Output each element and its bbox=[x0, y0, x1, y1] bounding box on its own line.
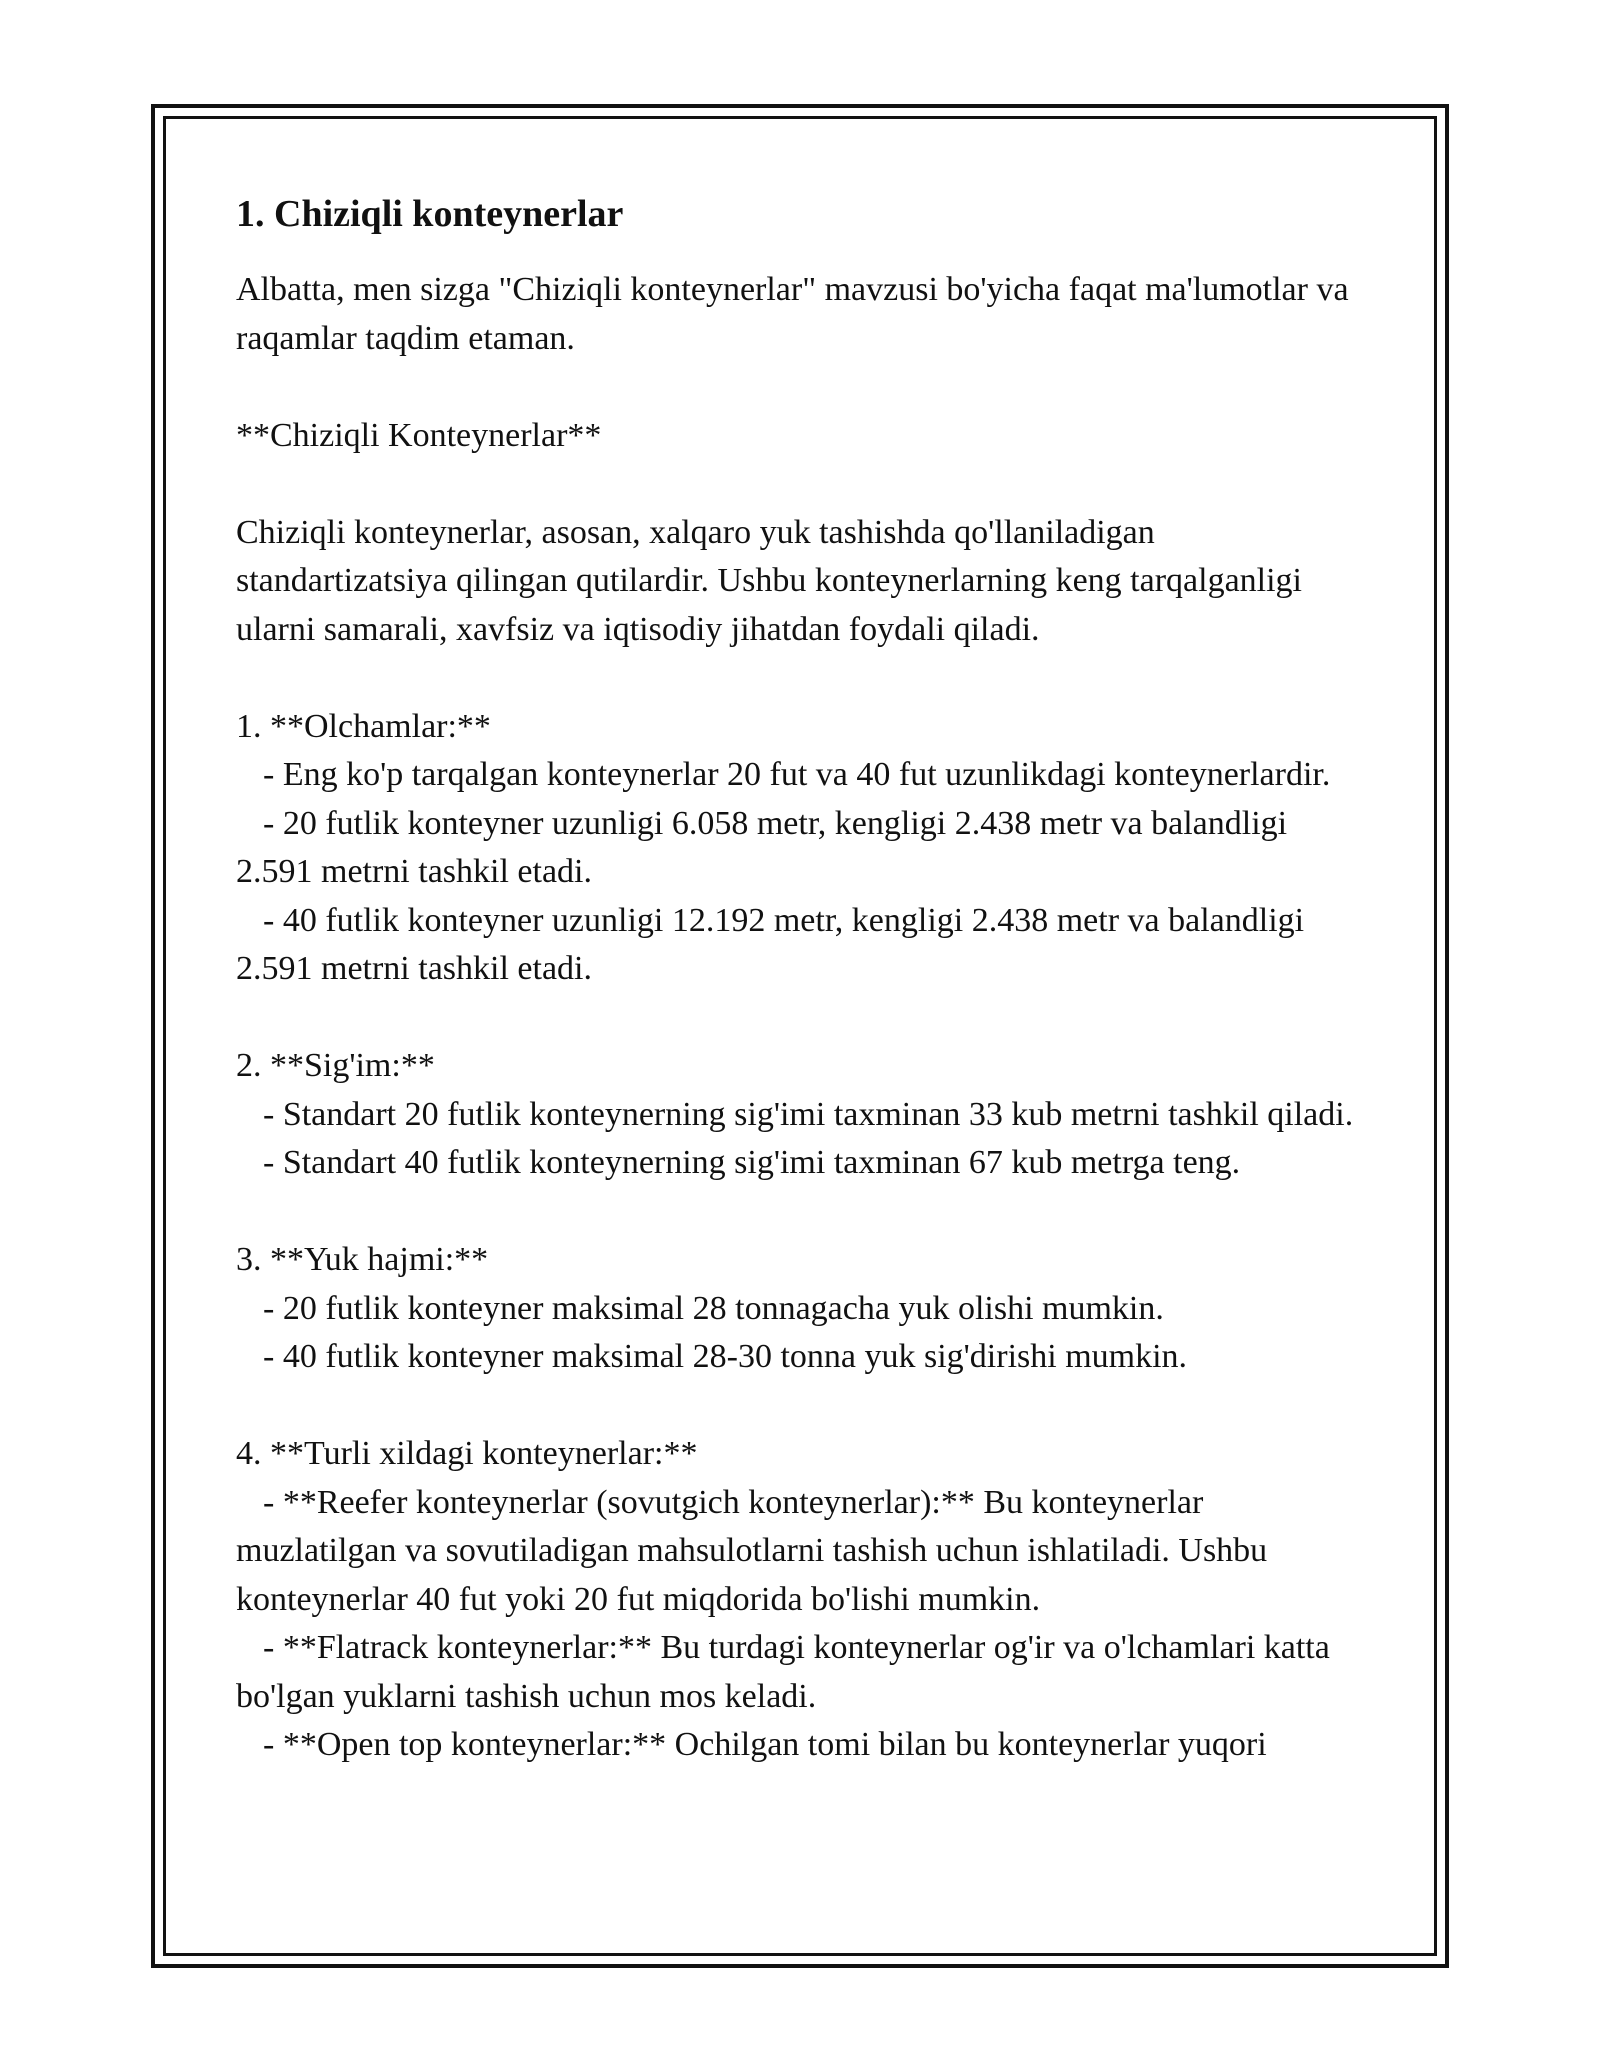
list-item: - Standart 20 futlik konteynerning sig'imi taxminan 33 kub metrni tashkil qiladi. bbox=[263, 1095, 1354, 1133]
list-item: - 20 futlik konteyner uzunligi 6.058 metr, kengligi 2.438 metr va balandligi 2.591 metrni tashkil etadi. bbox=[236, 804, 1288, 890]
description-paragraph: Chiziqli konteynerlar, asosan, xalqaro yuk tashishda qo'llaniladigan standartizatsiya qilingan qutilardir. Ushbu konteynerlarning keng tarqalganligi ularni samarali, xavfsiz va iqtisodiy jihatdan foydali qiladi. bbox=[236, 513, 1303, 648]
list-item: - Eng ko'p tarqalgan konteynerlar 20 fut va 40 fut uzunlikdagi konteynerlardir. bbox=[263, 756, 1331, 793]
text-block bbox=[236, 266, 1366, 1770]
list-item: - **Open top konteynerlar:** Ochilgan tomi bilan bu konteynerlar yuqori bbox=[263, 1726, 1267, 1763]
list-item: - **Flatrack konteynerlar:** Bu turdagi konteynerlar og'ir va o'lchamlari katta bo'lgan yuklarni tashish uchun mos keladi. bbox=[236, 1629, 1330, 1715]
list-item: - **Reefer konteynerlar (sovutgich konteynerlar):** Bu konteynerlar muzlatilgan va sovutiladigan mahsulotlarni tashish uchun ishlatiladi. Ushbu konteynerlar 40 fut yoki 20 fut miqdorida bo'lishi mumkin. bbox=[236, 1483, 1268, 1618]
section-title: 2. **Sig'im:** bbox=[236, 1047, 435, 1084]
section-title: 1. **Olchamlar:** bbox=[236, 707, 491, 745]
intro-paragraph: Albatta, men sizga "Chiziqli konteynerlar" mavzusi bo'yicha faqat ma'lumotlar va raqamlar taqdim etaman. bbox=[236, 271, 1349, 357]
list-item: - 20 futlik konteyner maksimal 28 tonnagacha yuk olishi mumkin. bbox=[263, 1289, 1164, 1327]
subtitle-paragraph: **Chiziqli Konteynerlar** bbox=[236, 416, 602, 454]
section-yuk-hajmi bbox=[236, 1236, 1366, 1382]
section-title: 3. **Yuk hajmi:** bbox=[236, 1241, 489, 1278]
section-turli-xildagi bbox=[236, 1430, 1366, 1770]
list-item: - 40 futlik konteyner uzunligi 12.192 metr, kengligi 2.438 metr va balandligi 2.591 metrni tashkil etadi. bbox=[236, 901, 1305, 987]
list-item: - Standart 40 futlik konteynerning sig'imi taxminan 67 kub metrga teng. bbox=[263, 1144, 1241, 1181]
section-heading: 1. Chiziqli konteynerlar bbox=[236, 193, 624, 235]
document-body bbox=[236, 190, 1366, 1770]
list-item: - 40 futlik konteyner maksimal 28-30 tonna yuk sig'dirishi mumkin. bbox=[263, 1338, 1188, 1375]
section-sigim bbox=[236, 1042, 1366, 1188]
section-title: 4. **Turli xildagi konteynerlar:** bbox=[236, 1435, 698, 1472]
section-olchamlar bbox=[236, 703, 1366, 994]
